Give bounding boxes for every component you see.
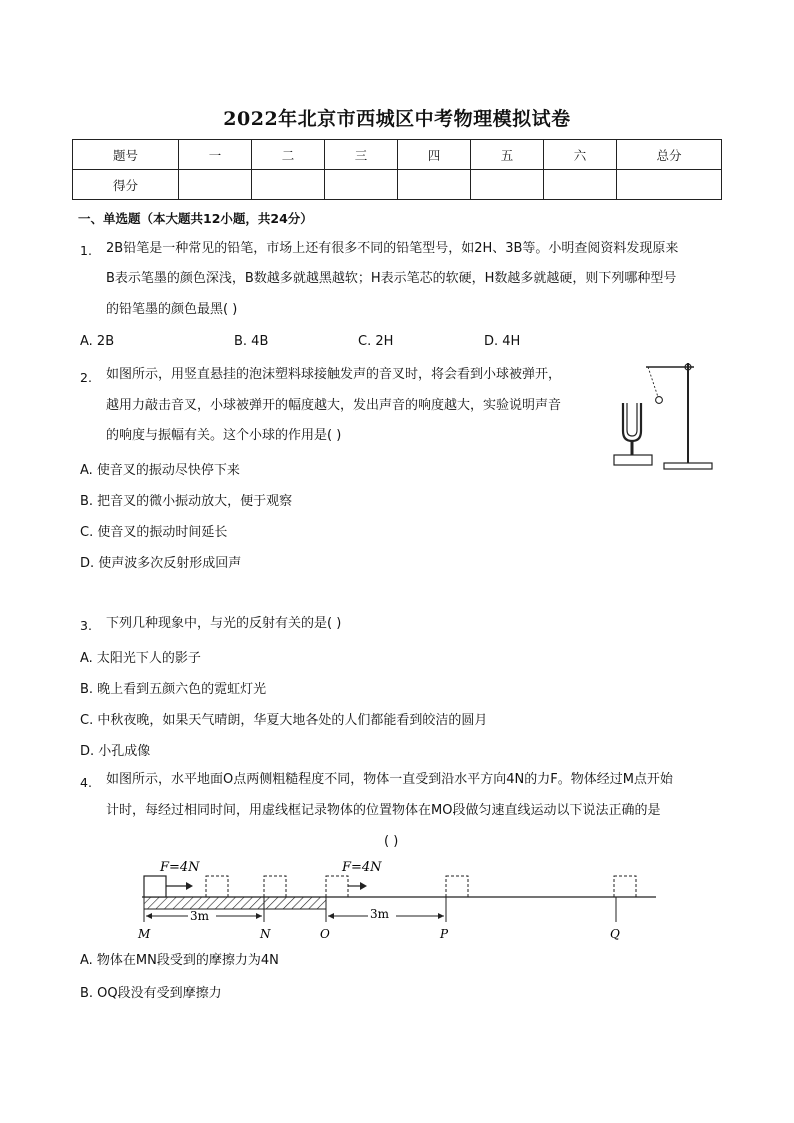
distance-label: 3m <box>190 909 210 923</box>
score-blank <box>252 170 325 200</box>
force-label: F=4N <box>342 860 382 875</box>
option: C. 中秋夜晚，如果天气晴朗，华夏大地各处的人们都能看到皎洁的圆月 <box>80 713 488 728</box>
point-label: M <box>138 927 151 941</box>
option: D. 小孔成像 <box>80 744 151 759</box>
tuning-fork-figure <box>608 355 718 477</box>
string <box>648 367 658 397</box>
friction-figure <box>136 852 666 946</box>
distance-label: 3m <box>370 907 390 921</box>
question-text-line: 计时，每经过相同时间，用虚线框记录物体的位置物体在MO段做匀速直线运动以下说法正确的是 <box>106 803 661 818</box>
score-cell: 题号 <box>73 140 179 170</box>
score-cell: 五 <box>471 140 544 170</box>
dashed-position <box>326 876 348 897</box>
force-label: F=4N <box>160 860 200 875</box>
score-blank <box>398 170 471 200</box>
score-table-score-row <box>73 170 722 200</box>
dashed-position <box>446 876 468 897</box>
arrow-head-icon <box>360 882 367 890</box>
arrow-head-icon <box>328 913 334 919</box>
score-cell: 二 <box>252 140 325 170</box>
question-text-line: 如图所示，用竖直悬挂的泡沫塑料球接触发声的音叉时，将会看到小球被弹开， <box>106 367 562 382</box>
fork-inner <box>627 403 637 436</box>
score-blank <box>325 170 398 200</box>
option: C. 使音叉的振动时间延长 <box>80 525 228 540</box>
score-row-label: 得分 <box>73 170 179 200</box>
stand-base <box>664 463 712 469</box>
option: D. 4H <box>484 334 521 349</box>
question-text-line: 的响度与振幅有关。这个小球的作用是( ) <box>106 428 342 443</box>
question-text-line: ( ) <box>384 834 399 849</box>
arrow-head-icon <box>146 913 152 919</box>
score-cell: 三 <box>325 140 398 170</box>
question-text-line: 下列几种现象中，与光的反射有关的是( ) <box>106 616 342 631</box>
dashed-position <box>614 876 636 897</box>
question-number: 3. <box>80 618 92 633</box>
score-cell: 总分 <box>617 140 722 170</box>
score-cell: 四 <box>398 140 471 170</box>
score-blank <box>179 170 252 200</box>
option: B. 晚上看到五颜六色的霓虹灯光 <box>80 682 267 697</box>
score-blank <box>544 170 617 200</box>
option: A. 使音叉的振动尽快停下来 <box>80 463 240 478</box>
block-object <box>144 876 166 897</box>
option: C. 2H <box>358 334 394 349</box>
option: A. 2B <box>80 334 115 349</box>
option: B. 把音叉的微小振动放大，便于观察 <box>80 494 293 509</box>
score-table <box>72 139 722 200</box>
dashed-position <box>206 876 228 897</box>
option: B. 4B <box>234 334 269 349</box>
option: D. 使声波多次反射形成回声 <box>80 556 242 571</box>
page-title: 2022年北京市西城区中考物理模拟试卷 <box>223 108 571 130</box>
arrow-head-icon <box>186 882 193 890</box>
option: B. OQ段没有受到摩擦力 <box>80 986 222 1001</box>
score-cell: 一 <box>179 140 252 170</box>
dashed-position <box>264 876 286 897</box>
question-number: 1. <box>80 243 92 258</box>
question-text-line: 2B铅笔是一种常见的铅笔，市场上还有很多不同的铅笔型号，如2H、3B等。小明查阅资料发现原来 <box>106 241 679 256</box>
question-text-line: B表示笔墨的颜色深浅，B数越多就越黑越软；H表示笔芯的软硬，H数越多就越硬，则下列哪种型号 <box>106 271 677 286</box>
tuning-fork-icon <box>623 403 641 441</box>
option: A. 物体在MN段受到的摩擦力为4N <box>80 953 279 968</box>
question-number: 2. <box>80 370 92 385</box>
fork-base <box>614 455 652 465</box>
arrow-head-icon <box>438 913 444 919</box>
rough-surface <box>144 897 326 909</box>
score-cell: 六 <box>544 140 617 170</box>
score-table-header-row <box>73 140 722 170</box>
score-blank <box>617 170 722 200</box>
point-label: Q <box>610 927 620 941</box>
point-label: O <box>320 927 330 941</box>
point-label: N <box>260 927 271 941</box>
point-label: P <box>440 927 449 941</box>
question-text-line: 的铅笔墨的颜色最黑( ) <box>106 302 238 317</box>
foam-ball <box>656 397 663 404</box>
question-number: 4. <box>80 775 92 790</box>
score-blank <box>471 170 544 200</box>
option: A. 太阳光下人的影子 <box>80 651 201 666</box>
question-text-line: 越用力敲击音叉，小球被弹开的幅度越大，发出声音的响度越大，实验说明声音 <box>106 398 562 413</box>
question-text-line: 如图所示，水平地面O点两侧粗糙程度不同，物体一直受到沿水平方向4N的力F。物体经过M点开始 <box>106 772 673 787</box>
section-heading: 一、单选题（本大题共12小题，共24分） <box>78 211 313 226</box>
arrow-head-icon <box>256 913 262 919</box>
